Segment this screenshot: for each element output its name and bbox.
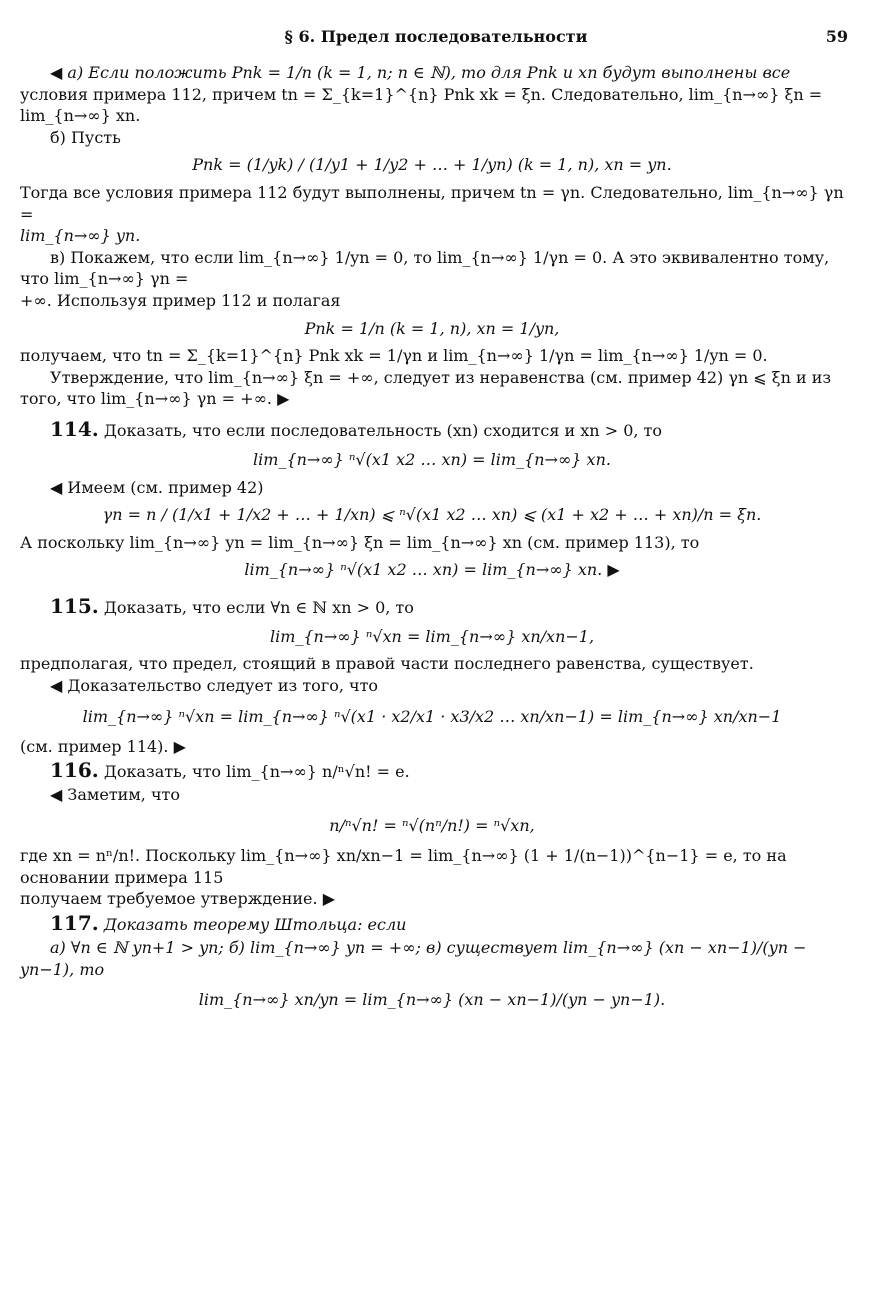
problem-115 [20,593,844,620]
text-line [20,477,844,499]
text-line: получаем требуемое утверждение. [20,889,318,909]
close-marker: ▶ [173,736,186,756]
page-number: 59 [825,27,848,46]
text-line: получаем, что tn = Σ_{k=1}^{n} Pnk xk = 1/γn и lim_{n→∞} 1/γn = lim_{n→∞} 1/yn = 0. [20,346,768,366]
formula: lim_{n→∞} ⁿ√xn = lim_{n→∞} ⁿ√(x1 · x2/x1 · x3/x2 … xn/xn−1) = lim_{n→∞} xn/xn−1 [82,706,782,726]
text-line: А поскольку lim_{n→∞} yn = lim_{n→∞} ξn = lim_{n→∞} xn (см. пример 113), то [20,532,700,552]
page-body [20,62,844,1019]
problem-statement: Доказать, что lim_{n→∞} n/ⁿ√n! = e. [103,762,410,782]
problem-number: 117. [50,911,99,935]
open-marker: ◀ [50,63,63,82]
text-line: Утверждение, что lim_{n→∞} ξn = +∞, следует из неравенства (см. пример 42) γn ⩽ ξn и из [50,367,832,387]
text-line [20,888,844,910]
text-line [20,388,844,410]
text-line: того, что lim_{n→∞} γn = +∞. [20,389,272,409]
close-marker: ▶ [607,560,620,580]
open-marker: ◀ [50,785,63,805]
text-line: +∞. Используя пример 112 и полагая [20,290,341,310]
text-line: в) Покажем, что если lim_{n→∞} 1/yn = 0, то lim_{n→∞} 1/γn = 0. А это эквивалентно тому, что lim_{n→∞} γn = [20,247,830,289]
problem-number: 115. [50,593,99,618]
text-line: предполагая, что предел, стоящий в правой части последнего равенства, существует. [20,654,754,674]
text-line: а) ∀n ∈ ℕ yn+1 > yn; б) lim_{n→∞} yn = +∞; в) существует lim_{n→∞} (xn − xn−1)/(yn − yn−1), то [20,938,807,979]
formula: lim_{n→∞} ⁿ√(x1 x2 … xn) = lim_{n→∞} xn. [253,449,611,469]
formula: Pnk = (1/yk) / (1/y1 + 1/y2 + … + 1/yn) (k = 1, n), xn = yn. [192,155,672,175]
formula: n/ⁿ√n! = ⁿ√(nⁿ/n!) = ⁿ√xn, [329,816,535,836]
problem-number: 116. [50,758,99,783]
text-line: Имеем (см. пример 42) [67,477,264,497]
text-line: условия примера 112, причем tn = Σ_{k=1}^{n} Pnk xk = ξn. Следовательно, lim_{n→∞} ξn = lim_{n→∞} xn. [20,84,823,126]
open-marker: ◀ [50,477,63,497]
text-line: где xn = nⁿ/n!. Поскольку lim_{n→∞} xn/xn−1 = lim_{n→∞} (1 + 1/(n−1))^{n−1} = e, то на основании примера 115 [20,846,787,887]
close-marker: ▶ [277,389,290,409]
formula [20,559,844,581]
formula: lim_{n→∞} ⁿ√(x1 x2 … xn) = lim_{n→∞} xn. [244,560,603,580]
page-header [0,22,872,52]
text-line: а) Если положить Pnk = 1/n (k = 1, n; n ∈ ℕ), то для Pnk и xn будут выполнены все [67,63,791,82]
problem-statement: Доказать, что если ∀n ∈ ℕ xn > 0, то [103,597,414,617]
problem-114 [20,416,844,443]
text-line: lim_{n→∞} yn. [20,226,141,246]
formula: lim_{n→∞} xn/yn = lim_{n→∞} (xn − xn−1)/(yn − yn−1). [198,990,666,1010]
open-marker: ◀ [50,676,63,696]
problem-116 [20,757,844,784]
text-line: Заметим, что [67,785,181,805]
problem-statement: Доказать, что если последовательность (xn) сходится и xn > 0, то [103,420,663,440]
formula: lim_{n→∞} ⁿ√xn = lim_{n→∞} xn/xn−1, [269,626,595,646]
problem-number: 114. [50,416,99,441]
formula: Pnk = 1/n (k = 1, n), xn = 1/yn, [304,318,560,338]
text-line: Тогда все условия примера 112 будут выполнены, причем tn = γn. Следовательно, lim_{n→∞} γn = [20,182,844,224]
text-line [20,784,844,806]
text-line: б) Пусть [50,127,121,147]
text-line: (см. пример 114). [20,736,169,756]
text-line: Доказательство следует из того, что [67,676,379,696]
section-title: § 6. Предел последовательности [284,27,588,46]
close-marker: ▶ [322,889,336,909]
text-line [20,62,844,84]
problem-statement: Доказать теорему Штольца: если [103,915,407,934]
problem-117 [20,910,844,937]
text-line [20,675,844,697]
text-line [20,736,844,758]
formula: γn = n / (1/x1 + 1/x2 + … + 1/xn) ⩽ ⁿ√(x1 x2 … xn) ⩽ (x1 + x2 + … + xn)/n = ξn. [102,505,762,525]
